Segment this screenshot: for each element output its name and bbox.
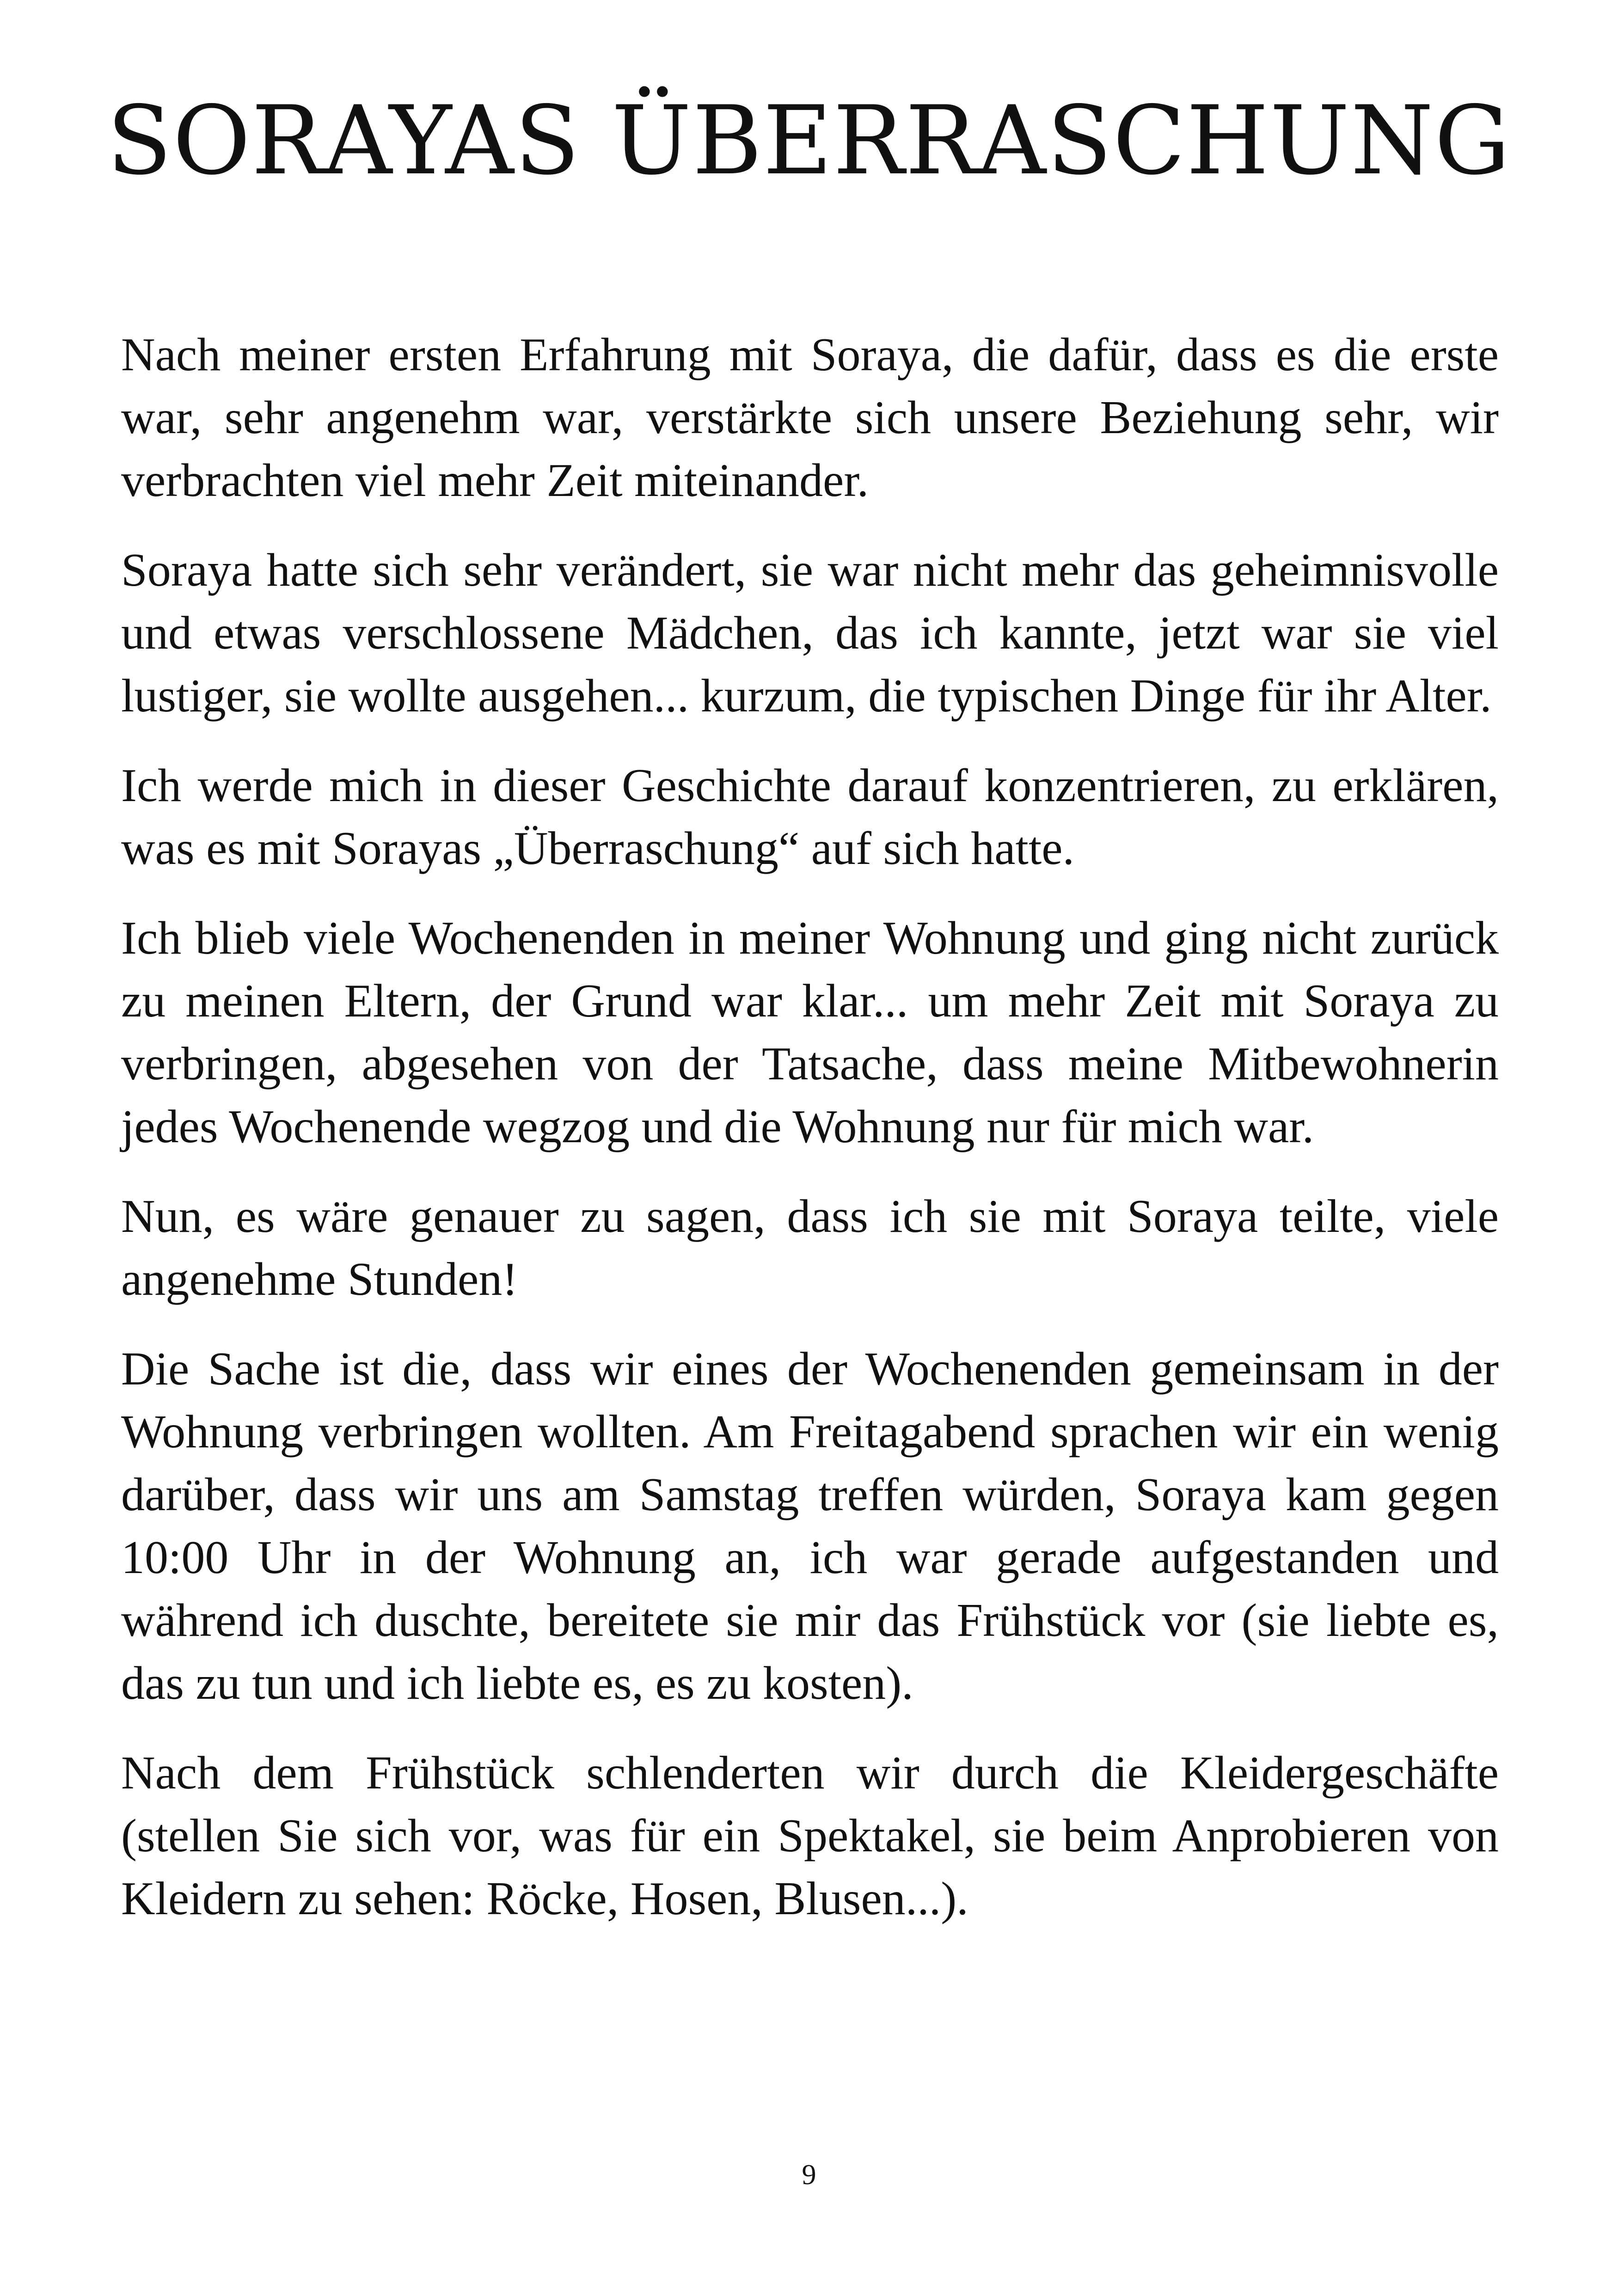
page-number: 9 (802, 2159, 816, 2191)
paragraph-5: Nun, es wäre genauer zu sagen, dass ich sie mit Soraya teilte, viele angenehme Stunden! (121, 1190, 1499, 1305)
paragraph-7: Nach dem Frühstück schlenderten wir durch die Kleidergeschäfte (stellen Sie sich vor, was für ein Spektakel, sie beim Anprobieren von Kleidern zu sehen: Röcke, Hosen, Blusen...). (121, 1747, 1499, 1925)
chapter-title: SORAYAS ÜBERRASCHUNG (107, 86, 1511, 196)
paragraph-2: Soraya hatte sich sehr verändert, sie war nicht mehr das geheimnisvolle und etwas verschlossene Mädchen, das ich kannte, jetzt war sie viel lustiger, sie wollte ausgehen... kurzum, die typischen Dinge für ihr Alter. (121, 544, 1499, 722)
paragraph-6: Die Sache ist die, dass wir eines der Wochenenden gemeinsam in der Wohnung verbringen wollten. Am Freitagabend sprachen wir ein wenig darüber, dass wir uns am Samstag treffen würden, Soraya kam gegen 10:00 Uhr in der Wohnung an, ich war gerade aufgestanden und während ich duschte, bereitete sie mir das Frühstück vor (sie liebte es, das zu tun und ich liebte es, es zu kosten). (121, 1343, 1499, 1709)
paragraph-3: Ich werde mich in dieser Geschichte darauf konzentrieren, zu erklären, was es mit Sorayas „Überraschung“ auf sich hatte. (121, 759, 1499, 875)
body-text (121, 324, 1499, 1957)
paragraph-1: Nach meiner ersten Erfahrung mit Soraya, die dafür, dass es die erste war, sehr angenehm war, verstärkte sich unsere Beziehung sehr, wir verbrachten viel mehr Zeit miteinander. (121, 329, 1499, 507)
paragraph-4: Ich blieb viele Wochenenden in meiner Wohnung und ging nicht zurück zu meinen Eltern, der Grund war klar... um mehr Zeit mit Soraya zu verbringen, abgesehen von der Tatsache, dass meine Mitbewohnerin jedes Wochenende wegzog und die Wohnung nur für mich war. (121, 912, 1499, 1153)
